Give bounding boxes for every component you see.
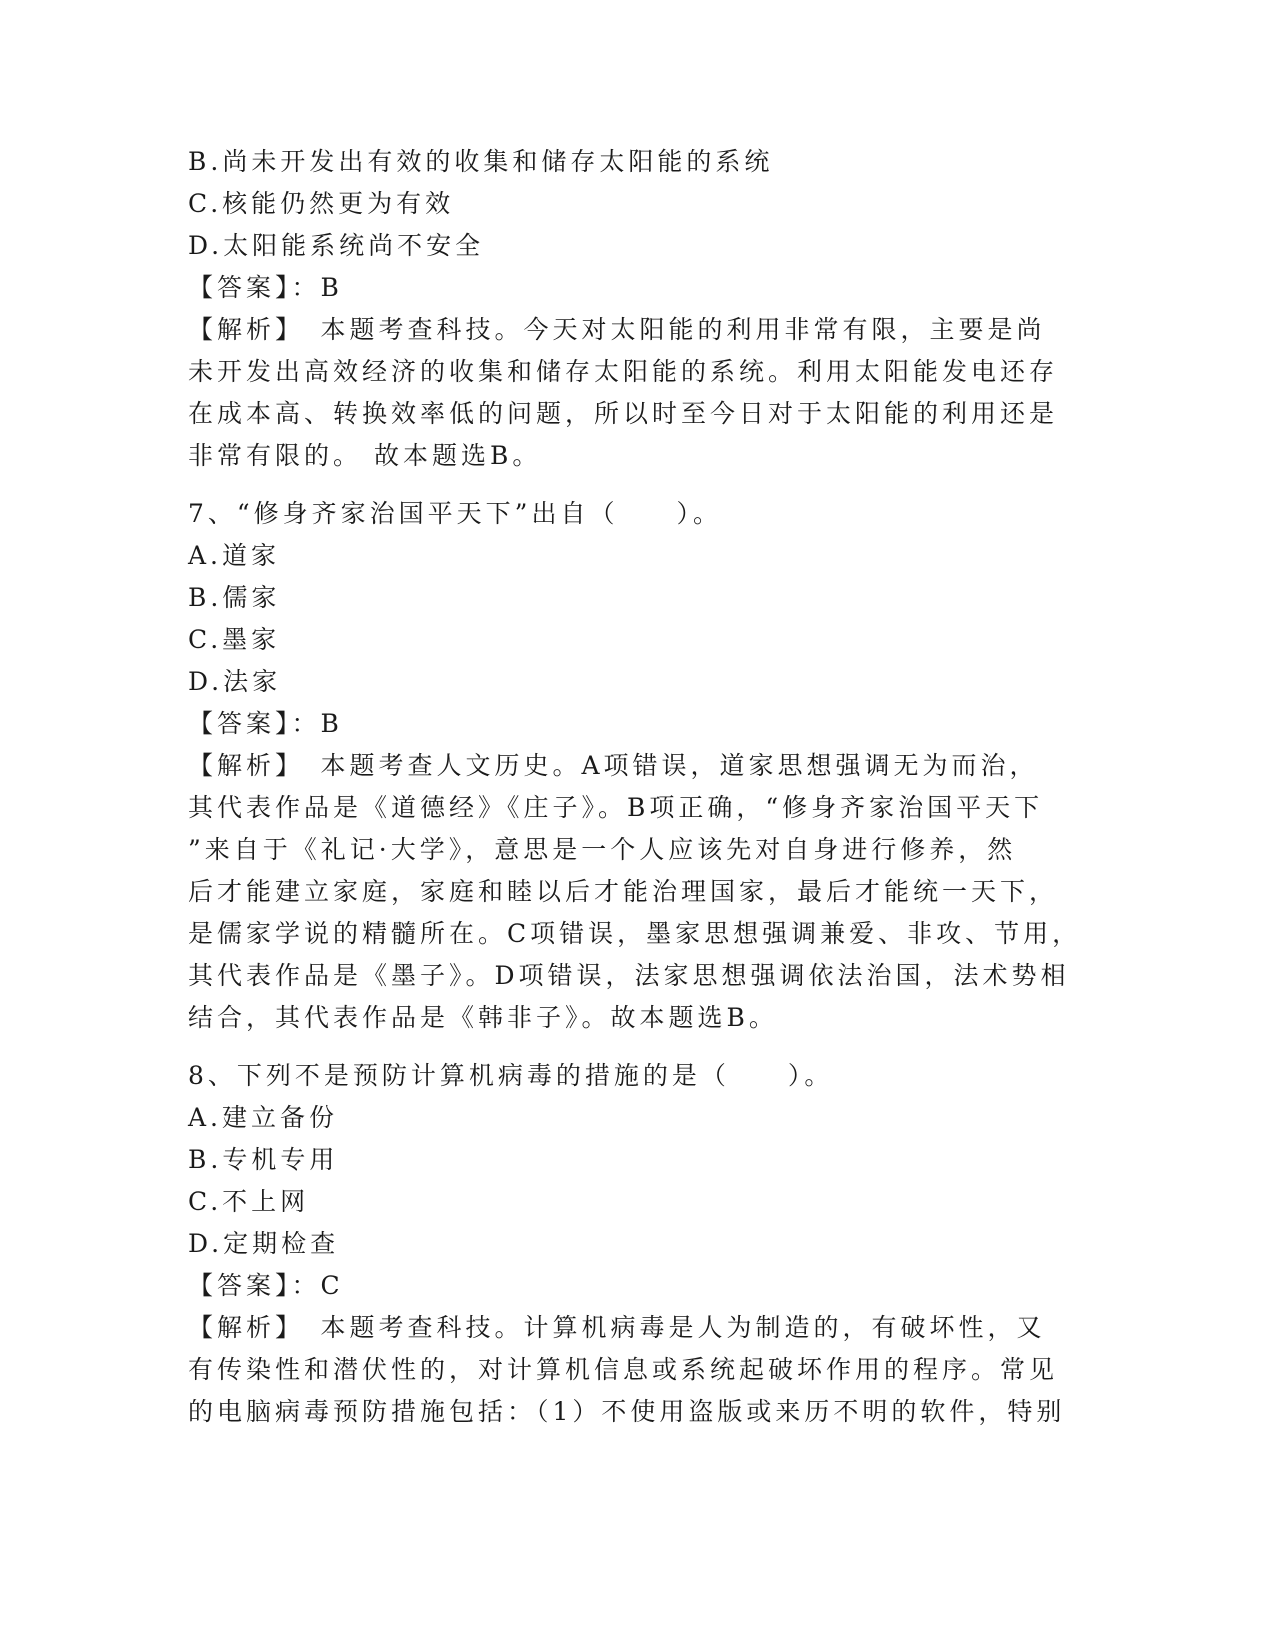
q7-option-b: B.儒家: [188, 583, 281, 612]
q8-answer: 【答案】：C: [188, 1271, 344, 1300]
q6-option-b: B.尚未开发出有效的收集和储存太阳能的系统: [188, 147, 774, 176]
q7-analysis-line: 结合，其代表作品是《韩非子》。故本题选B。: [188, 1003, 778, 1032]
q7-analysis-line: ”来自于《礼记·大学》，意思是一个人应该先对自身进行修养，然: [188, 835, 1017, 864]
q7-answer: 【答案】：B: [188, 709, 343, 738]
q7-question: 7、“修身齐家治国平天下”出自（ ）。: [188, 499, 722, 528]
q7-analysis-line: 【解析】 本题考查人文历史。A项错误，道家思想强调无为而治，: [188, 751, 1039, 780]
q6-option-d: D.太阳能系统尚不安全: [188, 231, 485, 260]
q7-option-d: D.法家: [188, 667, 282, 696]
q8-question: 8、下列不是预防计算机病毒的措施的是（ ）。: [188, 1061, 834, 1090]
q6-analysis-line: 未开发出高效经济的收集和储存太阳能的系统。利用太阳能发电还存: [188, 357, 1059, 386]
q6-analysis-line: 在成本高、转换效率低的问题，所以时至今日对于太阳能的利用还是: [188, 399, 1059, 428]
q7-analysis-line: 其代表作品是《道德经》《庄子》。B项正确，“修身齐家治国平天下: [188, 793, 1044, 822]
q8-analysis-line: 的电脑病毒预防措施包括：（1）不使用盗版或来历不明的软件，特别: [188, 1397, 1066, 1426]
q7-option-a: A.道家: [188, 541, 281, 570]
q8-option-c: C.不上网: [188, 1187, 310, 1216]
q6-option-c: C.核能仍然更为有效: [188, 189, 455, 218]
q8-analysis-line: 【解析】 本题考查科技。计算机病毒是人为制造的，有破坏性，又: [188, 1313, 1046, 1342]
q8-analysis-line: 有传染性和潜伏性的，对计算机信息或系统起破坏作用的程序。常见: [188, 1355, 1059, 1384]
q6-answer: 【答案】：B: [188, 273, 343, 302]
q8-option-d: D.定期检查: [188, 1229, 340, 1258]
q7-analysis-line: 其代表作品是《墨子》。D项错误，法家思想强调依法治国，法术势相: [188, 961, 1070, 990]
q6-analysis-line: 【解析】 本题考查科技。今天对太阳能的利用非常有限，主要是尚: [188, 315, 1046, 344]
q7-option-c: C.墨家: [188, 625, 281, 654]
q7-analysis-line: 后才能建立家庭，家庭和睦以后才能治理国家，最后才能统一天下，: [188, 877, 1059, 906]
q6-analysis-line: 非常有限的。 故本题选B。: [188, 441, 542, 470]
q8-option-b: B.专机专用: [188, 1145, 339, 1174]
q7-analysis-line: 是儒家学说的精髓所在。C项错误，墨家思想强调兼爱、非攻、节用，: [188, 919, 1082, 948]
q8-option-a: A.建立备份: [188, 1103, 339, 1132]
